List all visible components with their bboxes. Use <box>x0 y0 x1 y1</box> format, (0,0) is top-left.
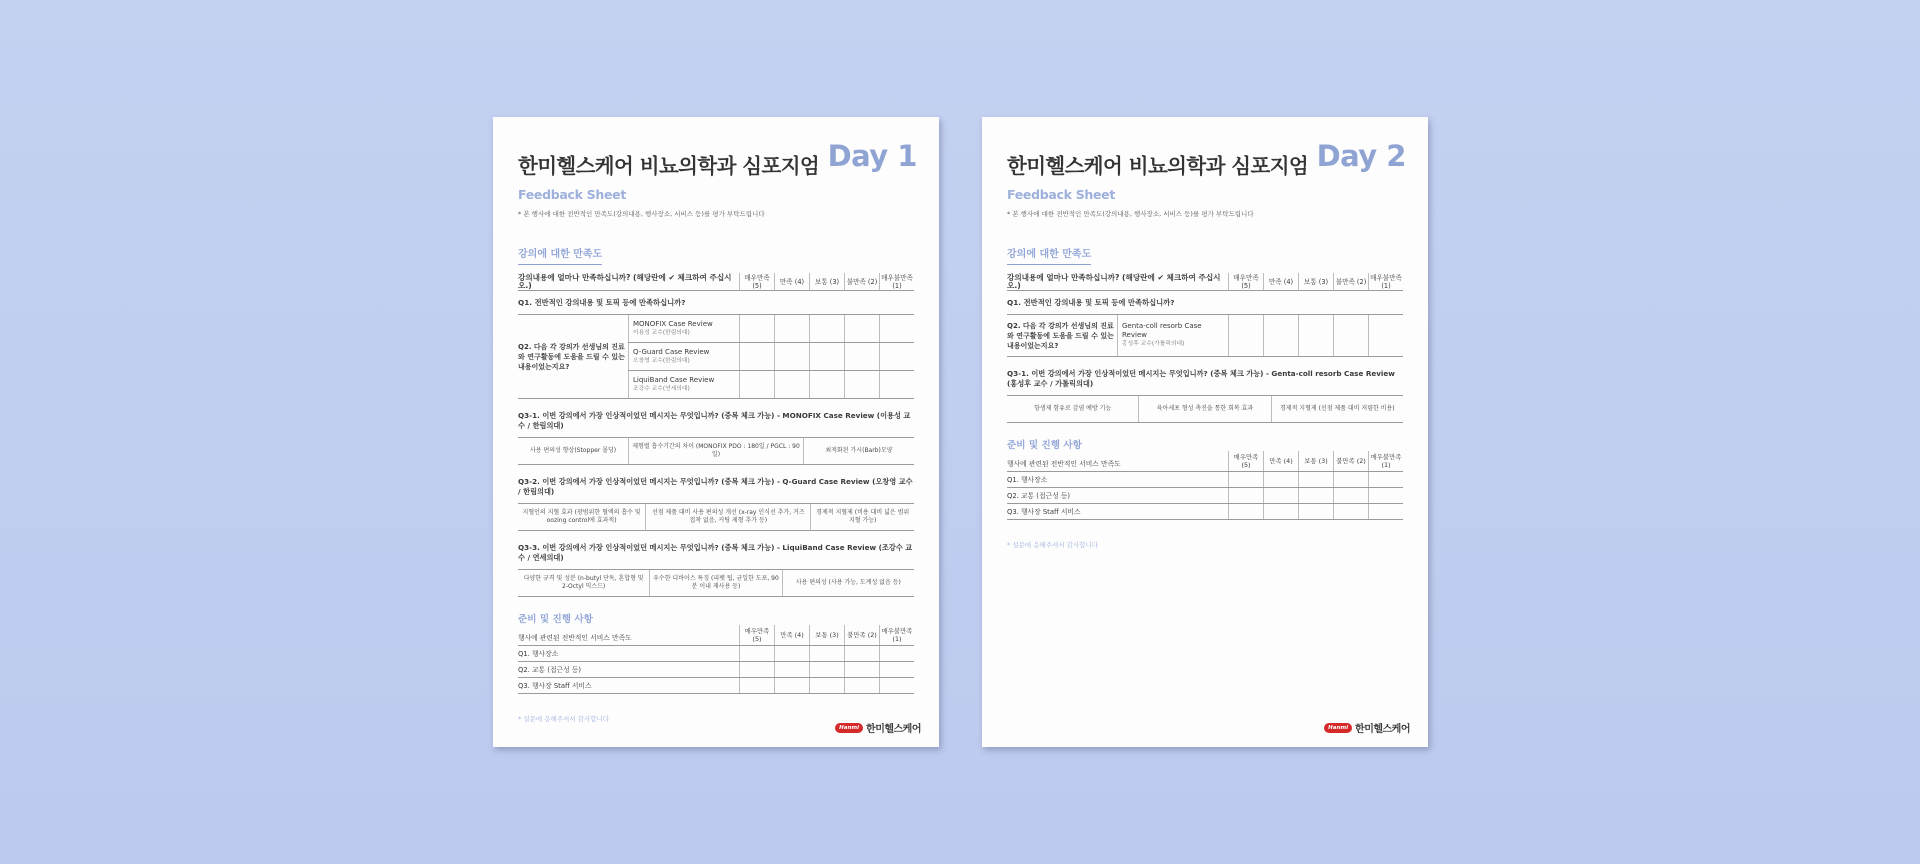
service-item: Q3. 행사장 Staff 서비스 <box>518 677 740 693</box>
checkbox-cell[interactable] <box>740 343 775 371</box>
option-cell[interactable]: 최적화된 가시(Barb)모양 <box>803 438 914 464</box>
checkbox-cell[interactable] <box>775 661 810 677</box>
checkbox-cell[interactable] <box>845 371 880 399</box>
checkbox-cell[interactable] <box>740 677 775 693</box>
feedback-sheet-day2 <box>982 117 1428 747</box>
checkbox-cell[interactable] <box>810 343 845 371</box>
lecture-table <box>1007 273 1403 357</box>
q1-text: Q1. 전반적인 강의내용 및 토픽 등에 만족하십니까? <box>518 291 914 315</box>
checkbox-cell[interactable] <box>1264 487 1299 503</box>
checkbox-cell[interactable] <box>1369 315 1404 357</box>
option-cell[interactable]: 우수한 디바이스 특징 (피펫 팁, 균일한 도포, 90분 이내 재사용 등) <box>649 570 781 596</box>
scale-2: 불만족 (2) <box>1334 273 1369 291</box>
checkbox-cell[interactable] <box>880 645 915 661</box>
feedback-sheet-day1 <box>493 117 939 747</box>
checkbox-cell[interactable] <box>1229 471 1264 487</box>
checkbox-cell[interactable] <box>740 645 775 661</box>
scale-3: 보통 (3) <box>810 625 845 645</box>
logo-mark: Hanmi <box>835 723 863 733</box>
checkbox-cell[interactable] <box>740 661 775 677</box>
service-header: 행사에 관련된 전반적인 서비스 만족도 <box>1007 451 1229 471</box>
checkbox-cell[interactable] <box>1264 503 1299 519</box>
option-cell[interactable]: 육아세포 형성 촉진을 통한 회복 효과 <box>1138 396 1270 422</box>
section-preparation: 준비 및 진행 사항 <box>518 614 593 625</box>
checkbox-cell[interactable] <box>1264 471 1299 487</box>
scale-2: 불만족 (2) <box>1334 451 1369 471</box>
scale-2: 불만족 (2) <box>845 273 880 291</box>
section-preparation: 준비 및 진행 사항 <box>1007 440 1082 451</box>
checkbox-cell[interactable] <box>1299 471 1334 487</box>
checkbox-cell[interactable] <box>1299 503 1334 519</box>
checkbox-cell[interactable] <box>775 645 810 661</box>
scale-1: 매우불만족 (1) <box>1369 451 1404 471</box>
checkbox-cell[interactable] <box>775 371 810 399</box>
thanks-note: * 설문에 응해주셔서 감사합니다 <box>1007 540 1099 549</box>
checkbox-cell[interactable] <box>1369 503 1404 519</box>
q3-1-options <box>1007 396 1403 423</box>
checkbox-cell[interactable] <box>880 677 915 693</box>
service-table <box>1007 451 1403 520</box>
q3-1-text: Q3-1. 이번 강의에서 가장 인상적이었던 메시지는 무엇입니까? (중복 체크 가능) - Genta-coll resorb Case Review (홍성후 교수 / 가톨릭의대) <box>1007 369 1403 396</box>
option-cell[interactable]: 지혈인의 지혈 효과 (광범위한 혈액의 흡수 및 oozing control에 효과적) <box>522 509 641 524</box>
q3-3-options <box>518 570 914 597</box>
option-cell[interactable]: 다양한 규격 및 성분 (n-butyl 단독, 혼합형 및 2-Octyl 믹스드) <box>523 575 644 590</box>
checkbox-cell[interactable] <box>1229 503 1264 519</box>
service-table <box>518 625 914 694</box>
service-header: 행사에 관련된 전반적인 서비스 만족도 <box>518 625 740 645</box>
checkbox-cell[interactable] <box>845 645 880 661</box>
lecture-name: MONOFIX Case Review <box>633 319 713 328</box>
q1-text: Q1. 전반적인 강의내용 및 토픽 등에 만족하십니까? <box>1007 291 1403 315</box>
lecture-genta-coll <box>1118 315 1229 357</box>
lecture-qguard <box>629 343 740 371</box>
checkbox-cell[interactable] <box>845 315 880 343</box>
checkbox-cell[interactable] <box>880 315 915 343</box>
checkbox-cell[interactable] <box>775 315 810 343</box>
scale-4: 만족 (4) <box>1264 273 1299 291</box>
checkbox-cell[interactable] <box>775 343 810 371</box>
scale-4: 만족 (4) <box>775 273 810 291</box>
company-logo <box>835 720 921 735</box>
scale-1: 매우불만족 (1) <box>880 625 915 645</box>
section-lecture-satisfaction: 강의에 대한 만족도 <box>1007 245 1091 265</box>
checkbox-cell[interactable] <box>740 315 775 343</box>
scale-3: 보통 (3) <box>1299 451 1334 471</box>
checkbox-cell[interactable] <box>1299 315 1334 357</box>
q3-3-text: Q3-3. 이번 강의에서 가장 인상적이었던 메시지는 무엇입니까? (중복 체크 가능) - LiquiBand Case Review (조강수 교수 / 연세의대) <box>518 543 914 570</box>
option-cell[interactable]: 경제적 지혈제 (비용 대비 넓은 범위 지혈 가능) <box>810 504 914 530</box>
thanks-note: * 설문에 응해주셔서 감사합니다 <box>518 714 610 723</box>
service-item: Q2. 교통 (접근성 등) <box>518 661 740 677</box>
scale-3: 보통 (3) <box>1299 273 1334 291</box>
lecture-liquiband <box>629 371 740 399</box>
checkbox-cell[interactable] <box>810 677 845 693</box>
checkbox-cell[interactable] <box>1334 487 1369 503</box>
day-label: Day 1 <box>827 139 917 173</box>
checkbox-cell[interactable] <box>1334 315 1369 357</box>
service-item: Q3. 행사장 Staff 서비스 <box>1007 503 1229 519</box>
logo-text: 한미헬스케어 <box>1355 724 1410 735</box>
scale-5: 매우만족 (5) <box>740 625 775 645</box>
checkbox-cell[interactable] <box>740 371 775 399</box>
scale-3: 보통 (3) <box>810 273 845 291</box>
checkbox-cell[interactable] <box>880 343 915 371</box>
table-header: 강의내용에 얼마나 만족하십니까? (해당란에 ✔ 체크하여 주십시오.) <box>518 273 740 291</box>
checkbox-cell[interactable] <box>1369 487 1404 503</box>
scale-5: 매우만족 (5) <box>1229 273 1264 291</box>
lecture-speaker: 오창영 교수(한림의대) <box>633 357 690 364</box>
service-item: Q1. 행사장소 <box>518 645 740 661</box>
option-cell[interactable]: 사용 편의성 향상(Stopper 몰딩) <box>529 447 617 454</box>
sheet-title: 한미헬스케어 비뇨의학과 심포지엄 <box>1007 154 1309 178</box>
q2-text: Q2. 다음 각 강의가 선생님의 진료와 연구활동에 도움을 드릴 수 있는 내용이었는지요? <box>518 315 629 399</box>
q3-1-text: Q3-1. 이번 강의에서 가장 인상적이었던 메시지는 무엇입니까? (중복 체크 가능) - MONOFIX Case Review (이용성 교수 / 한림의대) <box>518 411 914 438</box>
checkbox-cell[interactable] <box>810 661 845 677</box>
company-logo <box>1324 720 1410 735</box>
sheet-subtitle: Feedback Sheet <box>518 187 627 202</box>
checkbox-cell[interactable] <box>1334 471 1369 487</box>
day-label: Day 2 <box>1316 139 1406 173</box>
checkbox-cell[interactable] <box>880 371 915 399</box>
scale-1: 매우불만족 (1) <box>1370 273 1402 290</box>
lecture-speaker: 조강수 교수(연세의대) <box>633 385 690 392</box>
lecture-name: Genta-coll resorb Case Review <box>1122 322 1202 339</box>
sheet-subtitle: Feedback Sheet <box>1007 187 1116 202</box>
logo-text: 한미헬스케어 <box>866 724 921 735</box>
checkbox-cell[interactable] <box>775 677 810 693</box>
scale-5: 매우만족 (5) <box>740 273 775 291</box>
checkbox-cell[interactable] <box>1299 487 1334 503</box>
lecture-speaker: 이용성 교수(한림의대) <box>633 329 690 336</box>
logo-mark: Hanmi <box>1324 723 1352 733</box>
scale-4: 만족 (4) <box>775 625 810 645</box>
sheet-note: * 본 행사에 대한 전반적인 만족도(강의내용, 행사장소, 서비스 등)를 평가 부탁드립니다 <box>518 210 765 218</box>
checkbox-cell[interactable] <box>845 677 880 693</box>
checkbox-cell[interactable] <box>1264 315 1299 357</box>
q3-1-options <box>518 438 914 465</box>
lecture-name: LiquiBand Case Review <box>633 375 715 384</box>
option-cell[interactable]: 선점 제품 대비 사용 편의성 개선 (x-ray 인식선 추가, 거즈 접착 없음, 커팅 제형 추가 등) <box>645 504 810 530</box>
lecture-monofix <box>629 315 740 343</box>
q2-text: Q2. 다음 각 강의가 선생님의 진료와 연구활동에 도움을 드릴 수 있는 내용이었는지요? <box>1007 315 1118 357</box>
table-header: 강의내용에 얼마나 만족하십니까? (해당란에 ✔ 체크하여 주십시오.) <box>1007 273 1229 291</box>
sheet-note: * 본 행사에 대한 전반적인 만족도(강의내용, 행사장소, 서비스 등)를 평가 부탁드립니다 <box>1007 210 1254 218</box>
checkbox-cell[interactable] <box>810 315 845 343</box>
checkbox-cell[interactable] <box>845 661 880 677</box>
option-cell[interactable]: 사용 편의성 (사용 가능, 도계성 없음 등) <box>782 570 914 596</box>
option-cell[interactable]: 항생제 함유로 감염 예방 기능 <box>1034 405 1112 412</box>
checkbox-cell[interactable] <box>810 371 845 399</box>
q3-2-text: Q3-2. 이번 강의에서 가장 인상적이었던 메시지는 무엇입니까? (중복 체크 가능) - Q-Guard Case Review (오창영 교수 / 한림의대) <box>518 477 914 504</box>
section-lecture-satisfaction: 강의에 대한 만족도 <box>518 245 602 265</box>
checkbox-cell[interactable] <box>1229 315 1264 357</box>
sheet-title: 한미헬스케어 비뇨의학과 심포지엄 <box>518 154 820 178</box>
checkbox-cell[interactable] <box>880 661 915 677</box>
scale-4: 만족 (4) <box>1264 451 1299 471</box>
lecture-table <box>518 273 914 399</box>
checkbox-cell[interactable] <box>1334 503 1369 519</box>
scale-5: 매우만족 (5) <box>1229 451 1264 471</box>
checkbox-cell[interactable] <box>810 645 845 661</box>
q3-2-options <box>518 504 914 531</box>
checkbox-cell[interactable] <box>1369 471 1404 487</box>
checkbox-cell[interactable] <box>845 343 880 371</box>
service-item: Q2. 교통 (접근성 등) <box>1007 487 1229 503</box>
scale-2: 불만족 (2) <box>845 625 880 645</box>
checkbox-cell[interactable] <box>1229 487 1264 503</box>
scale-1: 매우불만족 (1) <box>881 273 913 290</box>
lecture-speaker: 홍성후 교수(가톨릭의대) <box>1122 341 1185 347</box>
option-cell[interactable]: 제형별 흡수기간의 차이 (MONOFIX PDO : 180일 / PGCL : 90일) <box>628 438 803 464</box>
lecture-name: Q-Guard Case Review <box>633 347 710 356</box>
service-item: Q1. 행사장소 <box>1007 471 1229 487</box>
option-cell[interactable]: 경제적 지혈제 (선점 제품 대비 저렴한 비용) <box>1271 396 1403 422</box>
